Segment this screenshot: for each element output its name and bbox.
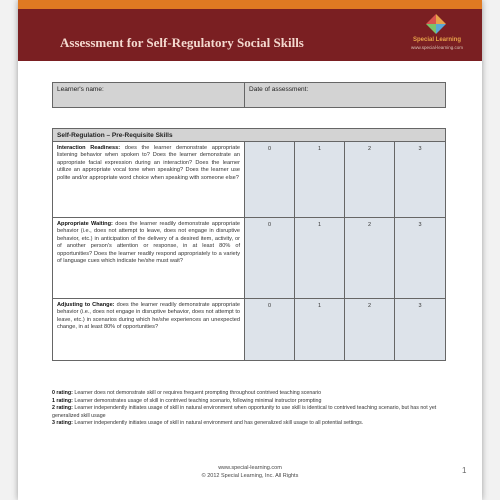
- learner-name-label: Learner's name:: [53, 83, 245, 107]
- special-learning-logo: [402, 14, 472, 56]
- footer-copyright: © 2012 Special Learning, Inc. All Rights: [201, 472, 299, 479]
- table-row: [53, 218, 445, 299]
- skill-title: Adjusting to Change:: [57, 302, 115, 308]
- skills-table: [52, 128, 446, 361]
- skill-description: [53, 142, 245, 217]
- skill-text: does the learner readily demonstrate appropriate behavior (i.e., does not engage in disruptive behavior, does not attempt to leave, etc.) in scenarios during which he/she experiences an unexpected change, in at least 80% of opportunities?: [57, 302, 241, 331]
- top-accent-bar: [18, 0, 482, 9]
- legend-text: Learner demonstrates usage of skill in contrived teaching scenario, following minimal instructor prompting: [74, 397, 322, 404]
- rating-cell-0[interactable]: 0: [245, 299, 295, 360]
- skill-description: [53, 299, 245, 360]
- date-label: Date of assessment:: [245, 83, 445, 107]
- skill-text: does the learner demonstrate appropriate listening behavior when spoken to? Does the learner demonstrate an appropriate facial expression during an interaction? Does the learner utilize an appropriate vocal tone when speaking? Does the learner use polite and/or appropriate word choice when speaking with someone else?: [57, 145, 241, 181]
- legend-text: Learner independently initiates usage of skill in natural environment when opportunity to use skill is identical to contrived teaching scenario, but has not yet generalized skill usage: [52, 405, 437, 419]
- skills-table-heading: Self-Regulation – Pre-Requisite Skills: [53, 129, 445, 142]
- legend-key: 0 rating:: [52, 390, 73, 396]
- logo-name: Special Learning: [412, 37, 461, 43]
- legend-item: [52, 405, 462, 420]
- rating-cell-3[interactable]: 3: [395, 142, 445, 217]
- document-page: [18, 0, 482, 500]
- rating-cell-3[interactable]: 3: [395, 218, 445, 298]
- rating-cell-2[interactable]: 2: [345, 299, 395, 360]
- legend-text: Learner does not demonstrate skill or requires frequent prompting throughout contrived teaching scenario: [74, 390, 322, 396]
- rating-cell-3[interactable]: 3: [395, 299, 445, 360]
- table-row: [53, 299, 445, 360]
- legend-text: Learner independently initiates usage of skill in natural environment and has generalized skill usage to all potential settings.: [74, 420, 364, 427]
- legend-item: [52, 390, 462, 398]
- rating-cell-2[interactable]: 2: [345, 142, 395, 217]
- legend-key: 3 rating:: [52, 420, 73, 427]
- rating-cell-0[interactable]: 0: [245, 218, 295, 298]
- footer-url[interactable]: www.special-learning.com: [218, 465, 282, 471]
- learner-info-table: [52, 82, 446, 108]
- table-row: [53, 142, 445, 218]
- rating-cell-1[interactable]: 1: [295, 218, 345, 298]
- legend-item: [52, 398, 462, 406]
- page-title: Assessment for Self-Regulatory Social Skills: [60, 35, 304, 50]
- rating-cell-1[interactable]: 1: [295, 299, 345, 360]
- legend-key: 2 rating:: [52, 405, 73, 412]
- rating-cell-0[interactable]: 0: [245, 142, 295, 217]
- skill-description: [53, 218, 245, 298]
- rating-legend: [52, 390, 462, 428]
- legend-key: 1 rating:: [52, 397, 73, 404]
- skill-title: Appropriate Waiting:: [57, 221, 113, 227]
- logo-diamond-icon: [426, 14, 446, 34]
- rating-cell-1[interactable]: 1: [295, 142, 345, 217]
- page-number: 1: [462, 466, 467, 475]
- legend-item: [52, 420, 462, 428]
- skill-text: does the learner readily demonstrate appropriate behavior (i.e., does not attempt to leave, does not engage in disruptive behavior, etc.) in anticipation of the delivery of a desired item, activity, or of another person's attention or response, in at least 80% of opportunities? Does the learner readily respond appropriately to a variety of language cues which indicate he/she must wait?: [57, 221, 241, 265]
- page-footer: [18, 465, 482, 480]
- logo-url: www.special-learning.com: [410, 45, 464, 50]
- skill-title: Interaction Readiness:: [57, 145, 121, 151]
- rating-cell-2[interactable]: 2: [345, 218, 395, 298]
